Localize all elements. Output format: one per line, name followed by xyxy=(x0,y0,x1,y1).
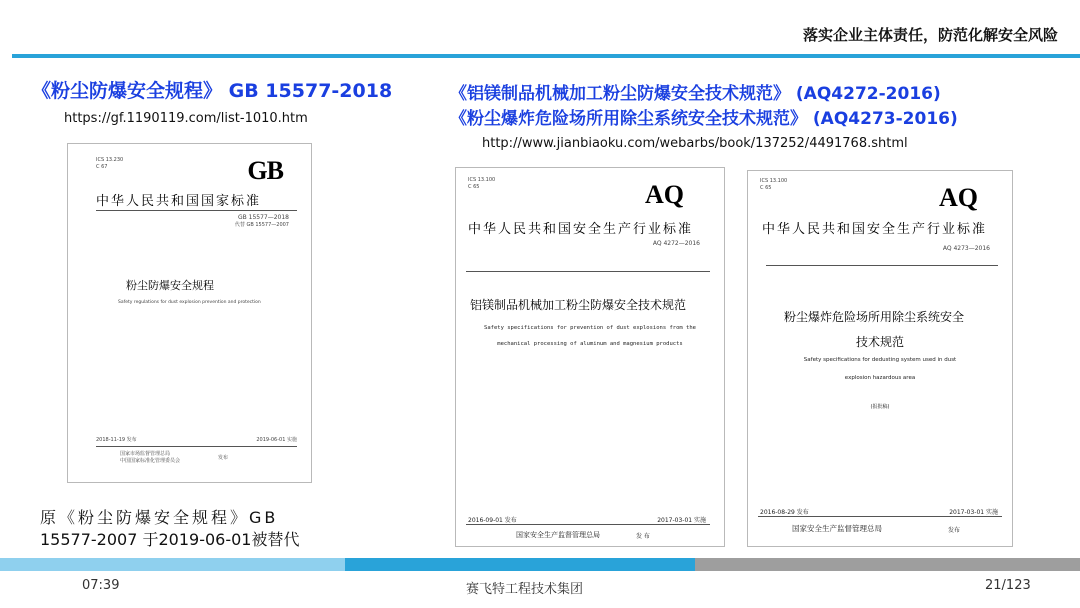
issue-word: 发 布 xyxy=(636,533,650,540)
left-standard-title: 《粉尘防爆安全规程》 GB 15577-2018 xyxy=(32,80,393,102)
header-title: 落实企业主体责任，防范化解安全风险 xyxy=(802,26,1058,44)
aq4272-cover xyxy=(455,167,725,547)
impl-date: 2017-03-01 实施 xyxy=(949,509,998,516)
cover-title-en-1: Safety specifications for prevention of dust explosions from the xyxy=(484,325,696,331)
cover-title-en-2: explosion hazardous area xyxy=(844,375,916,381)
footer-bar-gray xyxy=(695,558,1080,571)
issue-word: 发布 xyxy=(948,527,961,534)
issuer-2: 中国国家标准化管理委员会 xyxy=(120,458,181,464)
standard-code: AQ 4273—2016 xyxy=(942,245,990,252)
cover-rule-bottom xyxy=(96,446,297,447)
left-standard-url[interactable]: https://gf.1190119.com/list-1010.htm xyxy=(64,111,308,126)
standard-type: 中华人民共和国安全生产行业标准 xyxy=(468,222,694,237)
gb-logo: GB xyxy=(247,156,283,185)
standard-code: GB 15577—2018 xyxy=(237,214,289,221)
cover-title-en-1: Safety specifications for dedusting system used in dust xyxy=(803,357,957,363)
cover-title-cn: 粉尘防爆安全规程 xyxy=(126,279,214,292)
ccs-code: C 65 xyxy=(760,185,772,191)
aq-logo: AQ xyxy=(939,183,978,212)
aq-logo: AQ xyxy=(645,180,684,209)
ics-code: ICS 13.100 xyxy=(760,178,788,184)
issuer-1: 国家市场监督管理总局 xyxy=(120,451,171,457)
ics-code: ICS 13.100 xyxy=(468,177,496,183)
footer-bar-mid xyxy=(345,558,695,571)
cover-rule xyxy=(96,210,297,211)
note-line-1: 原《粉尘防爆安全规程》GB xyxy=(40,508,279,527)
cover-rule-bottom xyxy=(758,516,1002,517)
standard-type: 中华人民共和国国家标准 xyxy=(96,194,262,209)
cover-title-en-2: mechanical processing of aluminum and magnesium products xyxy=(497,341,683,347)
replacement-note xyxy=(40,507,299,551)
issuer: 国家安全生产监督管理总局 xyxy=(792,524,882,533)
cover-title-cn-2: 技术规范 xyxy=(855,335,904,349)
issuer: 国家安全生产监督管理总局 xyxy=(516,531,600,539)
ccs-code: C 65 xyxy=(468,184,480,190)
cover-rule xyxy=(466,271,710,272)
cover-rule-bottom xyxy=(466,524,710,525)
footer-company: 赛飞特工程技术集团 xyxy=(466,582,584,597)
note-line-2: 15577-2007 于2019-06-01被替代 xyxy=(40,530,300,549)
ics-code: ICS 13.230 xyxy=(96,157,124,163)
cover-title-cn: 铝镁制品机械加工粉尘防爆安全技术规范 xyxy=(470,298,687,312)
cover-title-cn-1: 粉尘爆炸危险场所用除尘系统安全 xyxy=(784,310,965,324)
ccs-code: C 67 xyxy=(96,164,108,170)
aq4273-cover xyxy=(747,170,1013,547)
cover-title-en: Safety regulations for dust explosion prevention and protection xyxy=(118,300,261,305)
replaces-code: 代替 GB 15577—2007 xyxy=(234,222,289,228)
right-standard-title-2: 《粉尘爆炸危险场所用除尘系统安全技术规范》 (AQ4273-2016) xyxy=(450,109,958,129)
gb-standard-cover xyxy=(67,143,312,483)
header-divider xyxy=(12,54,1080,58)
issue-word: 发布 xyxy=(218,455,229,461)
footer-page-number: 21/123 xyxy=(985,578,1031,593)
footer-bar-light xyxy=(0,558,345,571)
cover-rule xyxy=(766,265,998,266)
footer-time: 07:39 xyxy=(82,578,120,593)
impl-date: 2017-03-01 实施 xyxy=(657,517,706,524)
standard-code: AQ 4272—2016 xyxy=(652,240,700,247)
right-standard-url[interactable]: http://www.jianbiaoku.com/webarbs/book/137252/4491768.shtml xyxy=(482,136,908,151)
issue-date: 2018-11-19 发布 xyxy=(96,437,137,443)
standard-type: 中华人民共和国安全生产行业标准 xyxy=(762,222,988,237)
right-standard-title-1: 《铝镁制品机械加工粉尘防爆安全技术规范》 (AQ4272-2016) xyxy=(450,84,941,104)
issue-date: 2016-08-29 发布 xyxy=(760,509,809,516)
draft-status: (报批稿) xyxy=(870,404,890,410)
issue-date: 2016-09-01 发布 xyxy=(468,517,517,524)
impl-date: 2019-06-01 实施 xyxy=(256,437,297,443)
